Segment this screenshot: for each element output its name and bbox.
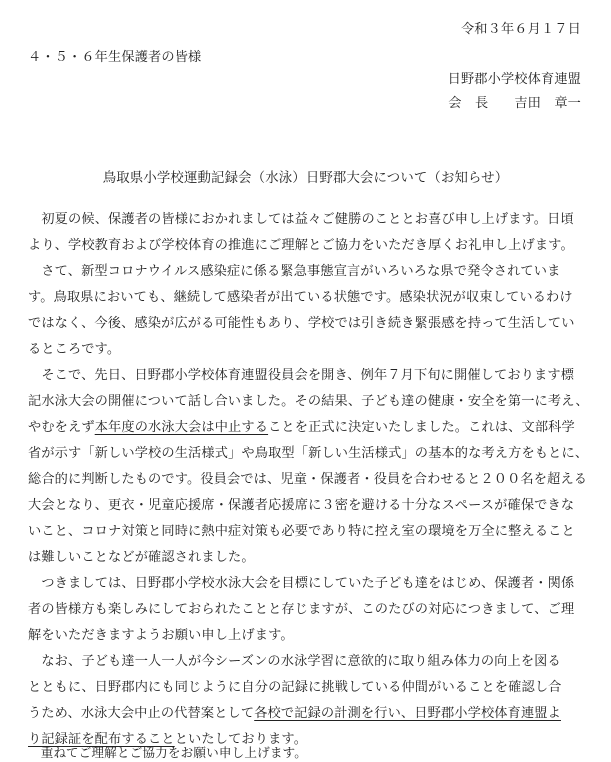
sender-organization: 日野郡小学校体育連盟 xyxy=(447,72,581,87)
body-line: 省が示す「新しい学校の生活様式」や鳥取型「新しい生活様式」の基本的な考え方をもとに、 xyxy=(28,446,589,461)
body-line: 記水泳大会の開催について話し合いました。その結果、子ども達の健康・安全を第一に考え、 xyxy=(28,394,589,409)
closing-line: 重ねてご理解とご協力をお願い申し上げます。 xyxy=(28,745,308,760)
document-title: 鳥取県小学校運動記録会（水泳）日野郡大会について（お知らせ） xyxy=(102,171,509,186)
body-line: ではなく、今後、感染が広がる可能性もあり、学校では引き続き緊張感を持って生活してい xyxy=(28,316,575,331)
body-line: 大会となり、更衣・児童応援席・保護者応援席に３密を避ける十分なスペースが確保できな xyxy=(28,498,575,513)
sender-signature xyxy=(448,96,581,112)
body-line: 解をいただきますようお願い申し上げます。 xyxy=(28,628,294,643)
body-line: 者の皆様方も楽しみにしておられたことと存じますが、このたびの対応につきまして、ご理 xyxy=(28,602,575,617)
sender-role: 会 長 xyxy=(448,96,489,111)
sender-name: 吉田 章一 xyxy=(514,96,581,111)
body-line: 初夏の候、保護者の皆様におかれましては益々ご健勝のこととお喜び申し上げます。日頃 xyxy=(41,212,574,227)
underlined-alternative-plan: 各校で記録の計測を行い、日野郡小学校体育連盟よ xyxy=(254,706,561,721)
body-line: り記録証を配布することといたしております。 xyxy=(28,732,308,747)
recipient-line: ４・５・６年生保護者の皆様 xyxy=(28,50,202,65)
body-line: なお、子ども達一人一人が今シーズンの水泳学習に意欲的に取り組み体力の向上を図る xyxy=(41,654,561,669)
underlined-cancellation: 本年度の水泳大会は中止する xyxy=(94,420,269,435)
body-line: す。鳥取県においても、継続して感染者が出ている状態です。感染状況が収束しているわけ xyxy=(28,290,573,305)
body-line: さて、新型コロナウイルス感染症に係る緊急事態宣言がいろいろな県で発令されていま xyxy=(41,264,561,279)
body-line: 総合的に判断したものです。役員会では、児童・保護者・役員を合わせると２００名を超える xyxy=(28,472,588,487)
underlined-certificate: り記録証を配布すること xyxy=(28,732,175,747)
body-line: は難しいことなどが確認されました。 xyxy=(28,550,255,565)
body-line: より、学校教育および学校体育の推進にご理解とご協力をいただき厚くお礼申し上げます。 xyxy=(28,238,574,253)
body-line: るところです。 xyxy=(28,342,121,357)
body-line: とともに、日野郡内にも同じように自分の記録に挑戦している仲間がいることを確認し合 xyxy=(28,680,562,695)
body-line: そこで、先日、日野郡小学校体育連盟役員会を開き、例年７月下旬に開催しております標 xyxy=(41,368,575,383)
body-line: うため、水泳大会中止の代替案として各校で記録の計測を行い、日野郡小学校体育連盟よ xyxy=(28,706,561,721)
body-line: いこと、コロナ対策と同時に熱中症対策も必要であり特に控え室の環境を万全に整えること xyxy=(28,524,575,539)
body-line: やむをえず本年度の水泳大会は中止することを正式に決定いたしました。これは、文部科学 xyxy=(28,420,575,435)
body-line: つきましては、日野郡小学校水泳大会を目標にしていた子ども達をはじめ、保護者・関係 xyxy=(41,576,575,591)
document-date: 令和３年６月１７日 xyxy=(460,22,581,37)
